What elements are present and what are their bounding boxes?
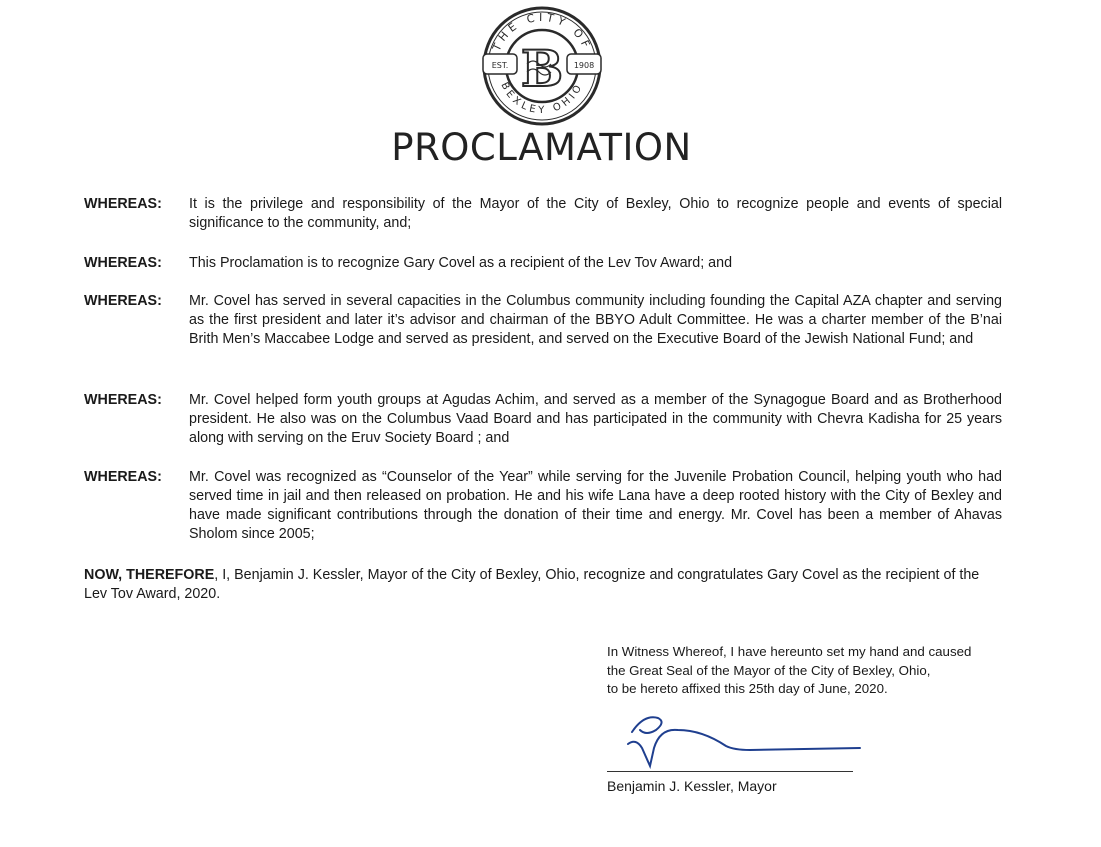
witness-line: to be hereto affixed this 25th day of June, 2020. — [607, 681, 888, 696]
whereas-text: Mr. Covel was recognized as “Counselor of the Year” while serving for the Juvenile Probation Council, helping youth who had served time in jail and then released on probation. He and his wife Lana have a deep rooted history with the City of Bexley and have made significant contributions through the donation of their time and energy. Mr. Covel has been a member of Ahavas Sholom since 2005; — [189, 469, 1002, 542]
whereas-clause — [84, 195, 1002, 233]
city-seal-graphic — [475, 4, 609, 128]
whereas-label: WHEREAS: — [84, 196, 162, 212]
signature-line — [607, 771, 853, 772]
seal-year-text: 1908 — [573, 61, 595, 70]
whereas-label: WHEREAS: — [84, 293, 162, 309]
signatory-name: Benjamin J. Kessler, Mayor — [607, 778, 777, 794]
seal-monogram: B — [520, 39, 564, 98]
whereas-clause — [84, 254, 1002, 273]
seal-top-text: THE CITY OF — [489, 10, 595, 54]
witness-line: In Witness Whereof, I have hereunto set my hand and caused — [607, 644, 972, 659]
seal-bottom-text: BEXLEY OHIO — [498, 80, 586, 117]
whereas-text: Mr. Covel has served in several capacities in the Columbus community including founding the Capital AZA chapter and serving as the first president and later it’s advisor and chairman of the BBYO Adult Committee. He was a charter member of the B’nai Brith Men’s Maccabee Lodge and served as president, and served on the Executive Board of the Jewish National Fund; and — [189, 293, 1002, 347]
now-therefore-lead: NOW, THEREFORE — [84, 567, 215, 583]
whereas-label: WHEREAS: — [84, 469, 162, 485]
whereas-label: WHEREAS: — [84, 255, 162, 271]
page-title: PROCLAMATION — [391, 126, 692, 169]
mayor-signature — [622, 708, 867, 770]
now-therefore-paragraph — [84, 566, 1002, 604]
witness-line: the Great Seal of the Mayor of the City of Bexley, Ohio, — [607, 662, 931, 678]
whereas-text: This Proclamation is to recognize Gary Covel as a recipient of the Lev Tov Award; and — [189, 255, 733, 271]
whereas-clause — [84, 468, 1002, 544]
seal-est-text: EST. — [491, 61, 509, 70]
whereas-clause — [84, 391, 1002, 448]
now-therefore-text: , I, Benjamin J. Kessler, Mayor of the City of Bexley, Ohio, recognize and congratulates Gary Covel as the recipient of the Lev Tov Award, 2020. — [84, 567, 980, 602]
whereas-text: It is the privilege and responsibility of the Mayor of the City of Bexley, Ohio to recognize people and events of special significance to the community, and; — [189, 196, 1002, 231]
signature-graphic — [622, 708, 867, 770]
witness-block — [607, 643, 1007, 699]
city-seal — [475, 4, 609, 128]
whereas-label: WHEREAS: — [84, 392, 162, 408]
whereas-text: Mr. Covel helped form youth groups at Agudas Achim, and served as a member of the Synagogue Board and as Brotherhood president. He also was on the Columbus Vaad Board and has participated in the community with Chevra Kadisha for 25 years along with serving on the Eruv Society Board ; and — [189, 392, 1002, 446]
whereas-clause — [84, 292, 1002, 349]
